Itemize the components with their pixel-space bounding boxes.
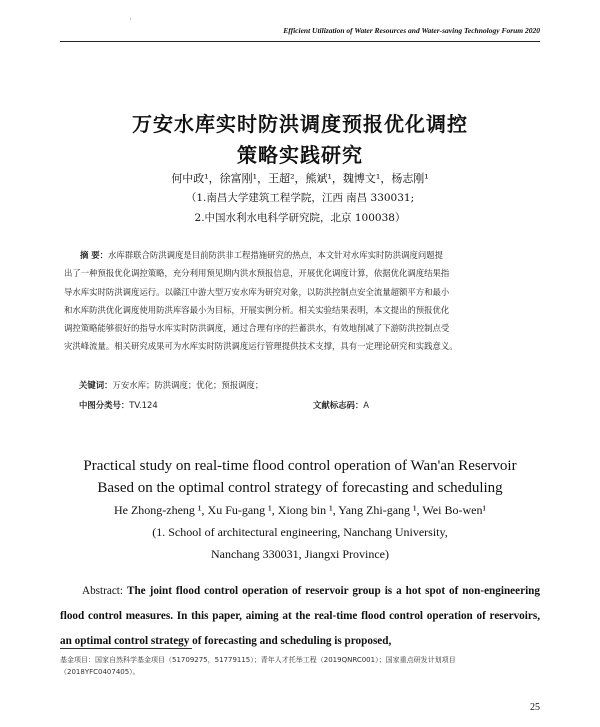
cn-keywords-text: 万安水库；防洪调度；优化；预报调度； [112,380,264,390]
running-head: Efficient Utilization of Water Resources and Water-saving Technology Forum 2020 [283,26,540,35]
header-rule [60,41,540,42]
en-affiliation-1: (1. School of architectural engineering, Nanchang University, [152,525,448,539]
footnote-line: 基金项目：国家自然科学基金项目（51709275，51779115）；青年人才托举工程（2019QNRC001）；国家重点研发计划项目 [60,656,456,664]
cn-authors: 何中政¹，徐富刚¹，王超²，熊斌¹，魏博文¹，杨志刚¹ [171,172,429,185]
cn-clc-label: 中图分类号： [79,400,130,410]
cn-abstract-line: 水库群联合防洪调度是目前防洪非工程措施研究的热点，本文针对水库实时防洪调度问题提 [108,250,444,260]
cn-doc-label: 文献标志码： [313,400,364,410]
cn-affiliation-1: （1.南昌大学建筑工程学院，江西 南昌 330031; [185,192,415,204]
en-title-line1: Practical study on real-time flood control operation of Wan'an Reservoir [83,458,517,474]
en-authors: He Zhong-zheng ¹, Xu Fu-gang ¹, Xiong bin ¹, Yang Zhi-gang ¹, Wei Bo-wen¹ [113,503,487,517]
cn-title-line2: 策略实践研究 [237,143,363,167]
cn-keywords-label: 关键词： [79,380,113,390]
cn-abstract-line: 和水库防洪优化调度使用防洪库容最小为目标，开展实例分析。相关实验结果表明，本文提出的预报优化 [64,304,450,315]
footnote-rule [60,648,192,649]
cn-abstract-line: 调控策略能够很好的指导水库实时防洪调度，通过合理有序的拦蓄洪水，有效地削减了下游防洪控制点受 [64,323,450,334]
cn-abstract-line: 导水库实时防洪调度运行。以赣江中游大型万安水库为研究对象，以防洪控制点安全流量超额平方和最小 [64,286,450,297]
en-affiliation-2: Nanchang 330031, Jiangxi Province) [211,547,389,561]
footnote-line: （2018YFC0407405）。 [60,668,140,676]
cn-clc [79,396,279,414]
cn-clc-value: TV.124 [129,400,158,410]
cn-doc-code [313,396,513,414]
funding-footnote [60,654,540,678]
cn-affiliation-2: 2.中国水利水电科学研究院，北京 100038） [194,212,406,224]
en-abstract-label: Abstract: [82,585,127,597]
cn-abstract-label: 摘 要： [80,250,109,260]
cn-abstract-line: 灾洪峰流量。相关研究成果可为水库实时防洪调度运行管理提供技术支撑，具有一定理论研究和实践意义。 [64,341,458,352]
corner-mark: ' [130,18,132,24]
cn-keywords [79,376,527,394]
cn-doc-value: A [363,400,369,410]
page-number: 25 [530,702,540,713]
en-abstract-text: The joint flood control operation of reservoir group is a hot spot of non-engineering flood control measures. In this paper, aiming at the real-time flood control operation of reservoirs, an optimal control strategy of forecasting and scheduling is proposed, [60,585,540,647]
cn-abstract-line: 出了一种预报优化调控策略，充分利用预见期内洪水预报信息，开展优化调度计算，依据优化调度结果指 [64,268,450,279]
en-abstract [60,579,540,654]
cn-title-line1: 万安水库实时防洪调度预报优化调控 [132,112,468,136]
cn-abstract [64,246,528,356]
en-title-line2: Based on the optimal control strategy of forecasting and scheduling [97,480,503,496]
